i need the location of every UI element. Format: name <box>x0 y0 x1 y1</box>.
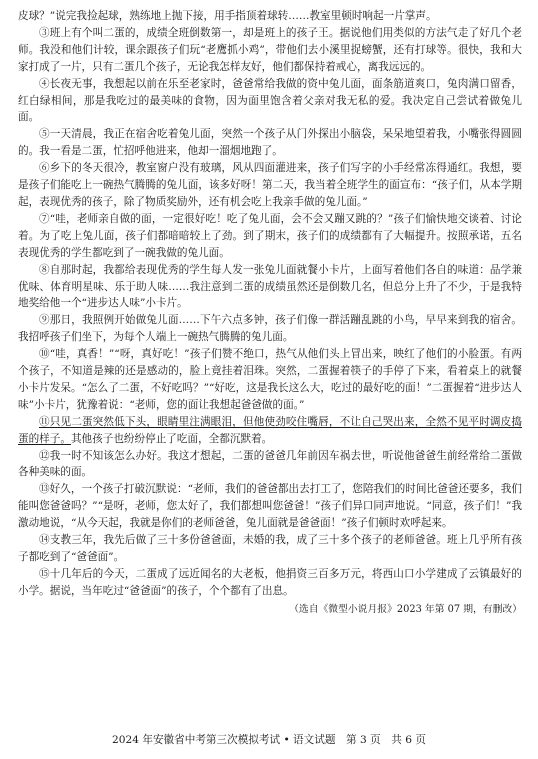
paragraph: ⑭支教三年，我先后做了三十多份爸爸面，未婚的我，成了三十多个孩子的老师爸爸。班上几乎所有孩子都吃到了“爸爸面”。 <box>18 534 522 563</box>
paragraph: ⑮十几年后的今天，二蛋成了远近闻名的大老板，他捐资三百多万元，将西山口小学建成了云镇最好的小学。据说，当年吃过“爸爸面”的孩子，个个都有了出息。 <box>18 567 522 597</box>
paragraph-11 <box>18 414 522 448</box>
paragraph: ⑧自那时起，我都给表现优秀的学生每人发一张兔儿面就餐小卡片，上面写着他们各自的味道：品学兼优味、体育明星味、乐于助人味……我注意到二蛋的成绩虽然还是倒数几名，但总分上升了不少，于是我特地奖给他一个“进步达人味”小卡片。 <box>18 263 522 310</box>
underlined-sentence: ⑪只见二蛋突然低下头，眼睛里注满眼泪，但他使劲咬住嘴唇，不让自己哭出来，全然不见平时调皮捣蛋的样子。 <box>18 415 522 445</box>
paragraph: ⑩“哇，真香！”“呀，真好吃！”孩子们赞不绝口，热气从他们头上冒出来，映红了他们的小脸蛋。有两个孩子，不知道是辣的还是感动的，脸上竟挂着泪珠。突然，二蛋握着筷子的手停了下来，看着桌上的就餐小卡片发呆。“怎么了二蛋，不好吃吗？”“好吃，这是我长这么大，吃过的最好吃的面！”二蛋握着“进步达人味”小卡片，犹豫着说：“老师，您的面让我想起爸爸做的面。” <box>18 348 522 411</box>
paragraph-group <box>18 8 522 414</box>
paragraph-group-2 <box>18 448 522 600</box>
page-footer: 2024 年安徽省中考第三次模拟考试 • 语文试题 第 3 页 共 6 页 <box>112 734 426 746</box>
article-body <box>18 8 522 619</box>
paragraph: ⑥乡下的冬天很冷，教室窗户没有玻璃，风从四面灌进来，孩子们写字的小手经常冻得通红。我想，要是孩子们能吃上一碗热气腾腾的兔儿面，该多好呀！第二天，我当着全班学生的面宣布：“孩子们，从本学期起，表现优秀的孩子，除了物质奖励外，还有机会吃上我亲手做的兔儿面。” <box>18 162 522 208</box>
paragraph: ⑬好久，一个孩子打破沉默说：“老师，我们的爸爸都出去打工了，您陪我们的时间比爸爸还要多，我们能叫您爸爸吗？”“是呀，老师，您太好了，我们都想叫您爸爸！”孩子们异口同声地说。“同意，孩子们！”我激动地说，“从今天起，我就是你们的老师爸爸，兔儿面就是爸爸面！”孩子们顿时欢呼起来。 <box>18 483 522 530</box>
paragraph: ④长夜无事，我想起以前在乐至老家时，爸爸常给我做的资中兔儿面，面条筋道爽口，兔肉满口留香，红白绿相间，那是我吃过的最美味的食物，因为面里饱含着父亲对我无私的爱。我决定自己尝试着做兔儿面。 <box>18 77 522 124</box>
paragraph-11-rest: 其他孩子也纷纷停止了吃面，全都沉默着。 <box>70 432 273 445</box>
paragraph: ⑦“哇，老师亲自做的面，一定很好吃！吃了兔儿面，会不会又蹦又跳的？”孩子们愉快地交谈着、讨论着。为了吃上兔儿面，孩子们都暗暗较上了劲。到了期末，孩子们的成绩都有了大幅提升。按照承诺，五名表现优秀的学生都吃到了一碗我做的兔儿面。 <box>18 212 522 259</box>
paragraph: ⑤一天清晨，我正在宿舍吃着兔儿面，突然一个孩子从门外探出小脑袋，呆呆地望着我，小嘴张得圆圆的。我一看是二蛋，忙招呼他进来，他却一溜烟地跑了。 <box>18 128 522 158</box>
paragraph: ③班上有个叫二蛋的，成绩全班倒数第一，却是班上的孩子王。据说他们用类似的方法气走了好几个老师。我没和他们计较，课余跟孩子们玩“老鹰抓小鸡”，带他们去小溪里捉螃蟹，还有打球等。很快，我和大家打成了一片，只有二蛋几个孩子，无论我怎样友好，他们都保持着戒心，离我远远的。 <box>18 26 522 73</box>
paragraph: ⑨那日，我照例开始做兔儿面……下午六点多钟，孩子们像一群活蹦乱跳的小鸟，早早来到我的宿舍。我招呼孩子们坐下，为每个人端上一碗热气腾腾的兔儿面。 <box>18 314 522 344</box>
paragraph: ⑫我一时不知该怎么办好。我这才想起，二蛋的爸爸几年前因车祸去世，听说他爸爸生前经常给二蛋做各种美味的面。 <box>18 449 522 479</box>
source-citation: （选自《微型小说月报》2023 年第 07 期，有删改） <box>289 603 522 615</box>
paragraph: 皮球？”说完我捡起球，熟练地上抛下接，用手指顶着球转……教室里顿时响起一片掌声。 <box>18 10 437 22</box>
